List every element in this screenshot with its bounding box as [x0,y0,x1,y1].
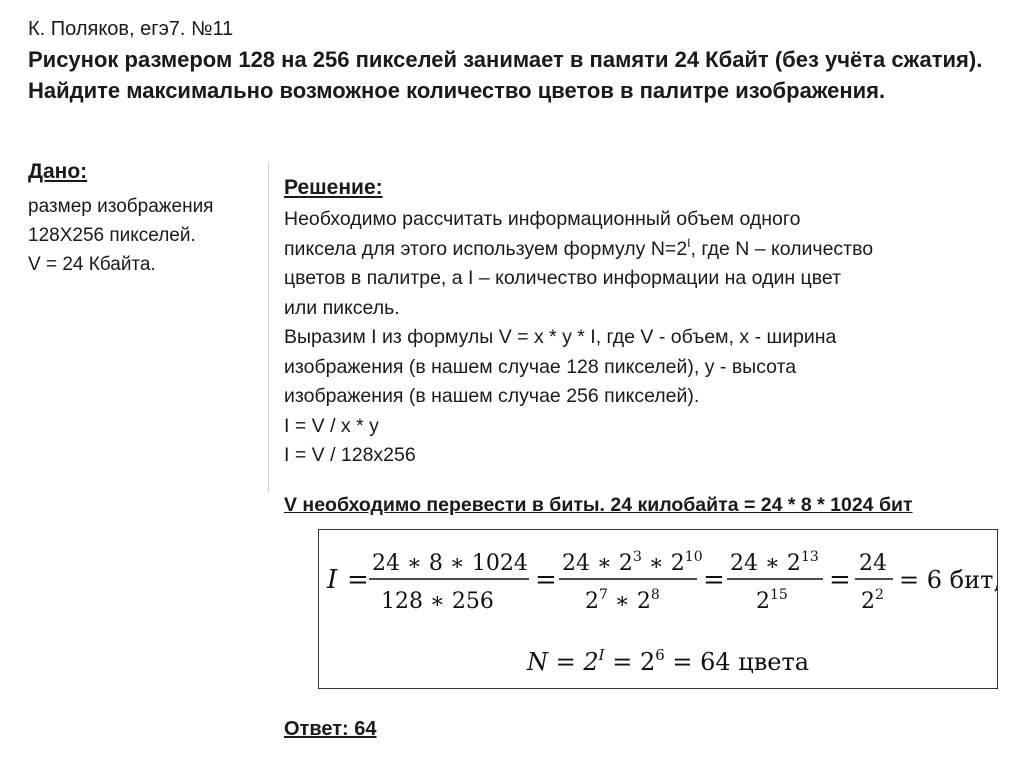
bits-result: = 6 бит, [899,566,997,594]
solution-line: I = V / 128x256 [284,444,416,466]
solution-line: Выразим I из формулы V = x * y * I, где V - объем, x - ширина [284,326,837,348]
solution-heading: Решение: [284,176,383,199]
solution-line: Необходимо рассчитать информационный объем одного [284,208,801,230]
task-statement: Рисунок размером 128 на 256 пикселей занимает в памяти 24 Кбайт (без учёта сжатия). Найдите максимально возможное количество цветов в палитре изображения. [28,47,983,103]
equals-sign: = [535,565,557,595]
fraction4-numerator: 24 [859,551,887,576]
column-divider [268,162,269,492]
var-i: I [327,565,338,595]
fraction1-numerator: 24 ∗ 8 ∗ 1024 [372,551,528,576]
solution-line: цветов в палитре, а I – количество информации на один цвет [284,267,841,289]
solution-line: изображения (в нашем случае 128 пикселей), y - высота [284,355,797,378]
superscript-i: I [687,235,691,250]
given-block [28,192,213,279]
answer: Ответ: 64 [284,718,377,740]
fraction2-numerator: 24 ∗ $2^3$ ∗ $2^{10}$ [562,549,703,576]
solution-line [284,235,1004,265]
colors-equation: $N = 2^I = 2^6 = 64$ цвета [527,646,810,676]
fraction3-numerator: 24 ∗ $2^{13}$ [730,549,819,576]
source-reference: К. Поляков, егэ7. №11 [28,18,234,40]
given-line: 128X256 пикселей. [28,225,196,246]
equals-sign: = [703,565,725,595]
formula-box [318,529,998,689]
formula-svg [319,530,997,688]
given-line: размер изображения [28,196,214,217]
fraction1-denominator: 128 ∗ 256 [381,589,494,614]
solution-line: I = V / x * y [284,414,379,437]
given-heading: Дано: [28,160,88,183]
fraction3-denominator: $2^{15}$ [756,587,788,614]
solution-text [284,205,1004,471]
solution-line-part: пиксела для этого используем формулу N=2 [284,237,688,260]
solution-line: изображения (в нашем случае 256 пикселей). [284,385,700,407]
equals-sign: = [347,565,369,595]
given-line: V = 24 Кбайта. [28,254,156,275]
fraction2-denominator: $2^7$ ∗ $2^8$ [585,587,660,614]
equals-sign: = [829,565,851,595]
solution-line-part: , где N – количество [690,237,874,260]
fraction4-denominator: $2^2$ [861,587,884,614]
solution-line: или пиксель. [284,296,400,319]
conversion-note: V необходимо перевести в биты. 24 килобайта = 24 * 8 * 1024 бит [284,494,913,516]
